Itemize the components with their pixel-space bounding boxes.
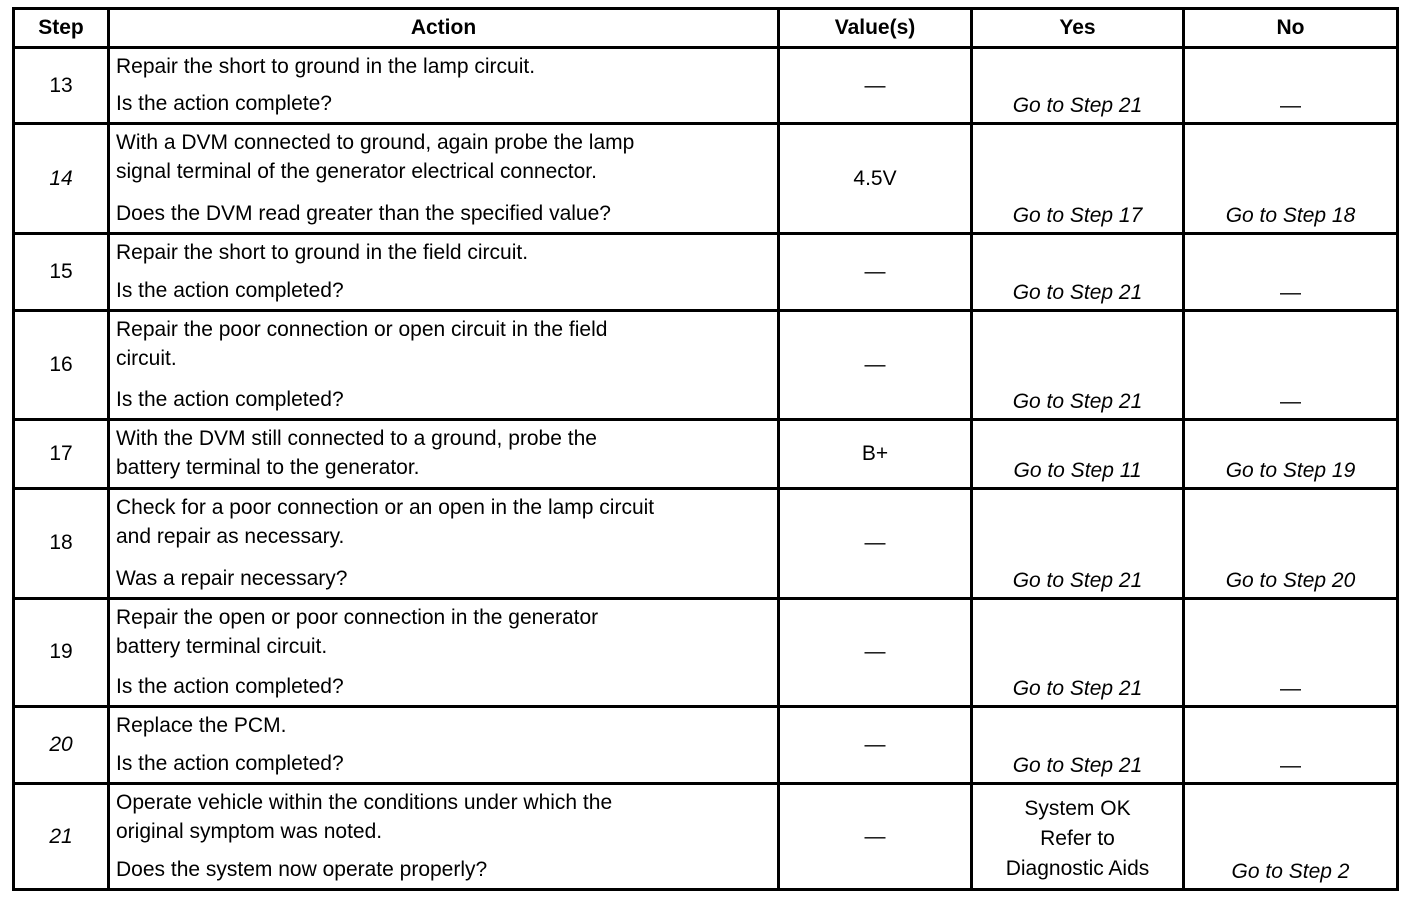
step-number: 14 [14, 124, 109, 234]
no-cell: — [1184, 48, 1398, 124]
no-cell [1184, 784, 1398, 890]
diagnostic-aids-link[interactable]: Diagnostic Aids [1005, 857, 1150, 880]
header-action: Action [109, 9, 779, 48]
action-text: With the DVM still connected to a ground, probe the [116, 426, 597, 450]
action-cell [109, 48, 779, 124]
value-cell: — [779, 233, 972, 310]
table-row [14, 419, 1398, 488]
action-question: Is the action completed? [116, 387, 344, 411]
no-cell: — [1184, 598, 1398, 707]
yes-link[interactable]: Go to Step 11 [1013, 459, 1142, 483]
value-cell: — [779, 311, 972, 420]
no-cell: — [1184, 707, 1398, 784]
action-text: Repair the short to ground in the field circuit. [116, 240, 529, 264]
table-row [14, 311, 1398, 420]
step-number: 19 [14, 598, 109, 707]
yes-cell [972, 598, 1184, 707]
action-text: original symptom was noted. [116, 820, 383, 844]
yes-link[interactable]: Go to Step 17 [1012, 203, 1143, 227]
value-cell: — [779, 48, 972, 124]
action-cell [109, 311, 779, 420]
action-cell [109, 489, 779, 599]
action-cell [109, 707, 779, 784]
action-text: signal terminal of the generator electrical connector. [116, 160, 597, 184]
action-text: With a DVM connected to ground, again probe the lamp [116, 131, 635, 155]
step-number: 17 [14, 419, 109, 488]
action-cell [109, 124, 779, 234]
yes-cell [972, 489, 1184, 599]
yes-link[interactable]: Go to Step 21 [1012, 94, 1143, 118]
action-question: Does the system now operate properly? [116, 858, 488, 881]
action-text: Repair the short to ground in the lamp circuit. [116, 55, 536, 78]
action-question: Is the action complete? [116, 92, 332, 116]
value-cell: — [779, 489, 972, 599]
no-link[interactable]: Go to Step 2 [1231, 860, 1350, 883]
action-question: Does the DVM read greater than the specified value? [116, 201, 611, 225]
yes-cell [972, 48, 1184, 124]
action-text: circuit. [116, 347, 177, 371]
header-value: Value(s) [779, 9, 972, 48]
action-question: Is the action completed? [116, 279, 344, 303]
yes-cell [972, 233, 1184, 310]
action-text: Repair the open or poor connection in the generator [116, 605, 599, 629]
table-row [14, 233, 1398, 310]
table-row [14, 124, 1398, 234]
no-cell [1184, 124, 1398, 234]
system-ok-text: System OK [1024, 797, 1131, 820]
action-text: battery terminal circuit. [116, 634, 328, 658]
action-text: battery terminal to the generator. [116, 455, 420, 479]
yes-link[interactable]: Go to Step 21 [1012, 568, 1143, 592]
action-cell [109, 598, 779, 707]
step-number: 15 [14, 233, 109, 310]
value-cell: 4.5V [779, 124, 972, 234]
table-row [14, 707, 1398, 784]
yes-link[interactable]: Go to Step 21 [1012, 389, 1143, 413]
no-cell: — [1184, 233, 1398, 310]
no-cell [1184, 419, 1398, 488]
no-link[interactable]: Go to Step 18 [1225, 203, 1356, 227]
action-cell [109, 784, 779, 890]
table-row [14, 784, 1398, 890]
action-text: Replace the PCM. [116, 714, 287, 738]
yes-cell [972, 707, 1184, 784]
no-link[interactable]: Go to Step 20 [1225, 568, 1356, 592]
value-cell: — [779, 707, 972, 784]
action-text: Operate vehicle within the conditions under which the [116, 791, 613, 815]
table-row [14, 489, 1398, 599]
action-question: Is the action completed? [116, 675, 344, 699]
action-text: Repair the poor connection or open circuit in the field [116, 318, 608, 342]
yes-cell [972, 419, 1184, 488]
refer-to-text: Refer to [1040, 827, 1115, 850]
yes-cell [972, 124, 1184, 234]
value-cell: — [779, 598, 972, 707]
action-cell [109, 419, 779, 488]
table-row [14, 48, 1398, 124]
yes-cell [972, 311, 1184, 420]
no-cell [1184, 489, 1398, 599]
action-text: Check for a poor connection or an open in the lamp circuit [116, 496, 655, 520]
yes-cell [972, 784, 1184, 890]
no-link[interactable]: Go to Step 19 [1225, 459, 1356, 483]
header-yes: Yes [972, 9, 1184, 48]
header-step: Step [14, 9, 109, 48]
header-no: No [1184, 9, 1398, 48]
action-question: Was a repair necessary? [116, 566, 348, 590]
yes-link[interactable]: Go to Step 21 [1012, 677, 1143, 701]
table-row [14, 598, 1398, 707]
step-number: 20 [14, 707, 109, 784]
action-text: and repair as necessary. [116, 525, 345, 549]
value-cell: B+ [779, 419, 972, 488]
step-number: 13 [14, 48, 109, 124]
no-cell: — [1184, 311, 1398, 420]
value-cell: — [779, 784, 972, 890]
step-number: 16 [14, 311, 109, 420]
step-number: 21 [14, 784, 109, 890]
yes-link[interactable]: Go to Step 21 [1012, 281, 1143, 305]
action-cell [109, 233, 779, 310]
step-number: 18 [14, 489, 109, 599]
diagnostic-table [12, 7, 1399, 891]
yes-link[interactable]: Go to Step 21 [1012, 754, 1143, 778]
action-question: Is the action completed? [116, 752, 344, 776]
header-row [14, 9, 1398, 48]
